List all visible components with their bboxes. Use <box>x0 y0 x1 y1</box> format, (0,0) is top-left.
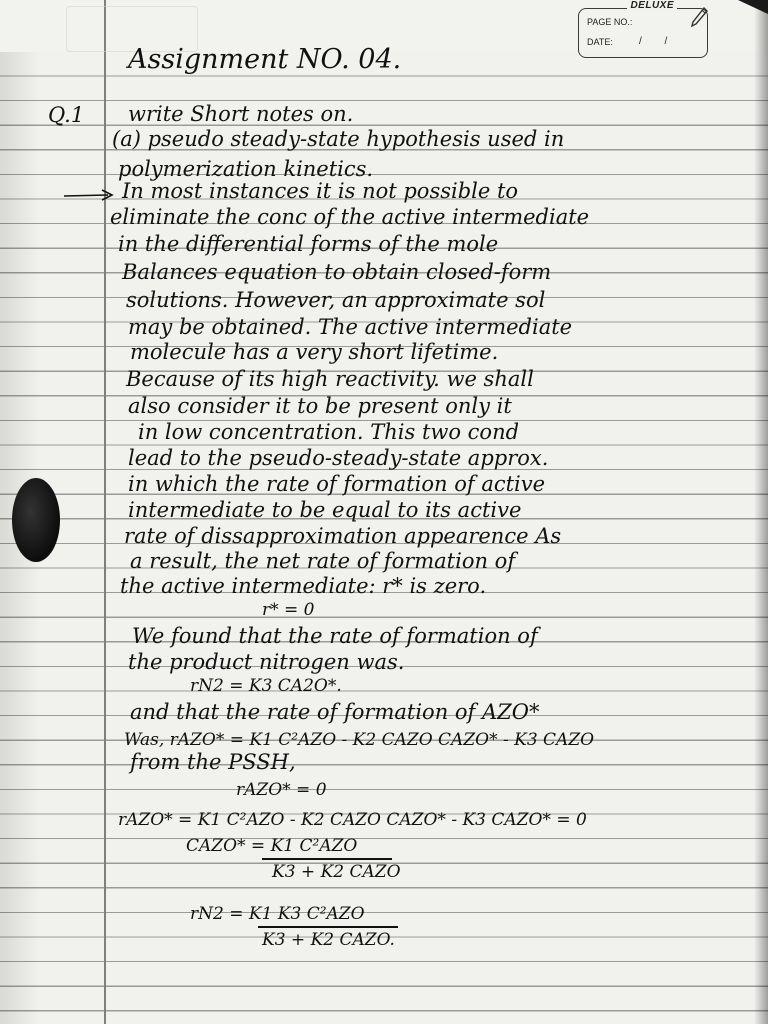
page-info-box <box>578 0 708 58</box>
text-line: in which the rate of formation of active <box>128 472 546 496</box>
text-line: Balances equation to obtain closed-form <box>122 260 552 284</box>
equation: rN2 = K3 CA2O*. <box>190 676 342 696</box>
text-line: write Short notes on. <box>128 102 354 126</box>
fraction-numerator: rN2 = K1 K3 C²AZO <box>190 904 365 924</box>
brand-logo: DELUXE <box>627 0 677 11</box>
text-line: rate of dissapproximation appearence As <box>124 524 562 548</box>
text-line: may be obtained. The active intermediate <box>128 315 573 339</box>
binder-hole <box>12 478 60 562</box>
page-edge-shadow <box>754 0 768 1024</box>
text-line: polymerization kinetics. <box>118 157 374 181</box>
text-line: molecule has a very short lifetime. <box>130 340 499 364</box>
fraction-denominator: K3 + K2 CAZO. <box>262 930 395 950</box>
date-label: DATE: <box>587 37 613 47</box>
text-line: in the differential forms of the mole <box>118 232 499 256</box>
equation: rAZO* = K1 C²AZO - K2 CAZO CAZO* - K3 CAZO* = 0 <box>118 810 587 830</box>
text-line: the product nitrogen was. <box>128 650 405 674</box>
text-line: We found that the rate of formation of <box>132 624 538 648</box>
fraction-denominator: K3 + K2 CAZO <box>272 862 401 882</box>
arrow-icon <box>62 188 116 202</box>
text-line: a result, the net rate of formation of <box>130 549 516 573</box>
question-label: Q.1 <box>48 103 85 127</box>
text-line: lead to the pseudo-steady-state approx. <box>128 446 549 470</box>
fraction-numerator: CAZO* = K1 C²AZO <box>186 836 358 856</box>
text-line: intermediate to be equal to its active <box>128 498 522 522</box>
equation: rAZO* = 0 <box>236 780 327 800</box>
margin-line <box>104 0 106 1024</box>
text-line: and that the rate of formation of AZO* <box>130 700 540 724</box>
equation: Was, rAZO* = K1 C²AZO - K2 CAZO CAZO* - K3 CAZO <box>124 730 595 750</box>
text-line: Because of its high reactivity. we shall <box>126 367 534 391</box>
text-line: eliminate the conc of the active intermediate <box>110 205 590 229</box>
equation: r* = 0 <box>262 600 315 620</box>
pen-icon <box>690 6 708 28</box>
text-line: from the PSSH, <box>130 750 296 774</box>
text-line: solutions. However, an approximate sol <box>126 288 546 312</box>
text-line: also consider it to be present only it <box>128 394 512 418</box>
page-no-label: PAGE NO.: <box>587 17 633 27</box>
text-line: in low concentration. This two cond <box>138 420 520 444</box>
page-corner <box>738 0 768 14</box>
assignment-title: Assignment NO. 04. <box>128 44 402 75</box>
text-line: (a) pseudo steady-state hypothesis used in <box>112 127 565 151</box>
date-value: / / <box>639 36 678 47</box>
text-line: In most instances it is not possible to <box>122 179 519 203</box>
text-line: the active intermediate: r* is zero. <box>120 574 487 598</box>
